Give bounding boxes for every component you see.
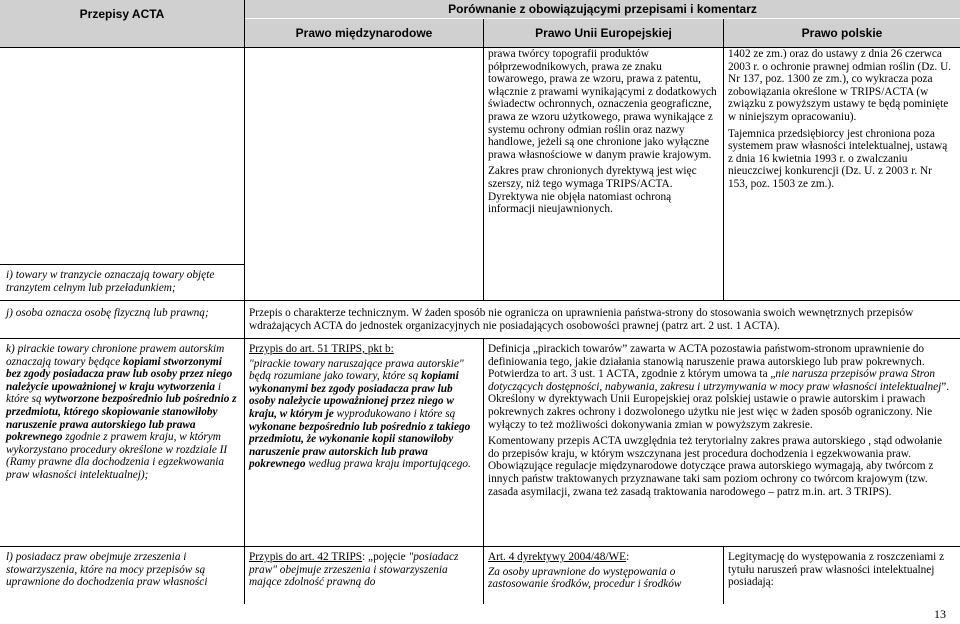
acta-k-text-a: k) pirackie towary chronione prawem autorskim oznaczają towary będące [6, 343, 225, 368]
polish-scope-paragraph-1: 1402 ze zm.) oraz do ustawy z dnia 26 czerwca 2003 r. o ochronie prawnej odmian roślin (Dz. U. Nr 137, poz. 1300 ze zm.), co wykracza poza zobowiązania określone w TRIPS/ACTA (w związku z powyższym ustawy te będą pominięte w niniejszym opracowaniu). [728, 48, 952, 123]
acta-k-text-d: wytworzone bezpośrednio lub pośrednio z przedmiotu, którego skopiowanie stanowiłoby naruszenie prawa autorskiego lub prawa pokrewnego [6, 393, 237, 444]
polish-k-text-c: ”. Określony w dyrektywach Unii Europejskiej oraz polskiej ustawie o prawie autorskim i prawach pokrewnych zakres ochrony i dozwolonego użytku nie jest więc w żaden sposób ograniczony. Nie wyłączy to też możliwości dokonywania zmian w powyższym zakresie. [488, 380, 950, 431]
page-number: 13 [934, 607, 946, 621]
rule-col-1 [244, 0, 245, 604]
trips-k-text-c: wyprodukowano i które są [333, 407, 456, 420]
international-l-cell [249, 551, 479, 589]
header-eu: Prawo Unii Europejskiej [484, 19, 723, 47]
acta-definition-j: j) osoba oznacza osobę fizyczną lub prawną; [6, 307, 209, 319]
header-comparison-group: Porównanie z obowiązującymi przepisami i komentarz [245, 0, 960, 18]
acta-definition-l: l) posiadacz praw obejmuje zrzeszenia i stowarzyszenia, które na mocy przepisów są uprawnione do dochodzenia praw własności [6, 551, 208, 589]
rule-col-3-top [723, 19, 724, 300]
polish-scope-paragraph-2: Tajemnica przedsiębiorcy jest chroniona poza systemem praw własności intelektualnej, ustawą z dnia 16 kwietnia 1993 r. o zwalczaniu nieuczciwej konkurencji (Dz. U. z 2003 r. Nr 153, poz. 1503 ze zm.). [728, 127, 948, 190]
header-international: Prawo międzynarodowe [245, 19, 483, 47]
acta-k-text-b: kopiami stworzonymi bez zgody posiadacza praw lub osoby przez niego należycie upoważnionej w kraju wytworzenia [6, 355, 233, 393]
header-acta-lower [0, 28, 244, 47]
directive-article-text: Za osoby uprawnione do występowania o zastosowanie środków, procedur i środków [488, 565, 682, 591]
trips-51-footnote-text [249, 358, 479, 471]
header-acta: Przepisy ACTA [0, 0, 244, 28]
rule-row-l [0, 546, 960, 547]
polish-scope-cell [728, 48, 954, 191]
rule-col-3-bottom [723, 546, 724, 604]
directive-article-ref: Art. 4 dyrektywy 2004/48/WE [488, 551, 627, 563]
polish-k-paragraph-2: Komentowany przepis ACTA uwzględnia też terytorialny zakres prawa autorskiego , stąd odwołanie do przepisów kraju, w którym wszczynana jest procedura dochodzenia i egzekwowania praw. Obowiązujące regulacje międzynarodowe dotyczące prawa autorskiego wymagają, aby twórcom z innych państw traktowanych przyznawane taki sam poziom ochrony co twórcom krajowym (tzw. zasada asymilacji, zwana też zasadą traktowania narodowego – patrz m.in. art. 3 TRIPS). [488, 435, 942, 498]
acta-k-text-e: zgodnie z prawem kraju, w którym wykorzystano procedury określone w rozdziale II (Ramy prawne dla dochodzenia i egzekwowania praw własności intelektualnej); [6, 431, 228, 481]
trips-42-footnote-ref: Przypis do art. 42 TRIPS [249, 551, 363, 563]
trips-51-footnote-ref: Przypis do art. 51 TRIPS, pkt b: [249, 343, 394, 355]
trips-k-text-b: kopiami wykonanymi bez zgody posiadacza praw lub osoby należycie upoważnionej przez niego w kraju, w którym je [249, 370, 459, 420]
rule-row-k [0, 338, 960, 339]
eu-l-cell [488, 551, 720, 591]
acta-k-text-c: i które są [6, 380, 221, 406]
trips-k-text-a: "pirackie towary naruszające prawa autorskie" będą rozumiane jako towary, które są [249, 357, 464, 383]
header-polish: Prawo polskie [724, 19, 960, 47]
trips-k-text-d: wykonane bezpośrednio lub pośrednio z takiego przedmiotu, że wykonanie kopii stanowiłoby naruszenie praw autorskich lub prawa pokrewnego [249, 420, 471, 471]
trips-k-text-e: według prawa kraju importującego. [305, 458, 471, 471]
trips-42-text-b: "posiadacz praw" obejmuje zrzeszenia i stowarzyszenia mające zdolność prawną do [249, 551, 459, 589]
polish-k-text-a: Definicja „pirackich towarów” zawarta w ACTA pozostawia państwom-stronom uprawnienie do definiowania tego, jakie działania stanowią naruszenie prawa autorskiego lub praw pokrewnych. Potwierdza to art. 3 ust. 1 ACTA, zgodnie z którym umowa ta „ [488, 343, 925, 381]
trips-42-text-a: : „pojęcie [362, 551, 409, 563]
acta-definition-k [6, 343, 238, 482]
rule-row-i [0, 264, 244, 265]
polish-k-paragraph-1 [488, 343, 954, 431]
eu-scope-paragraph-2: Zakres praw chronionych dyrektywą jest więc szerszy, niż tego wymaga TRIPS/ACTA. Dyrektywa nie objęła natomiast ochroną informacji nieujawnionych. [488, 165, 697, 216]
rule-col-2-bottom [483, 338, 484, 604]
directive-article-colon: : [626, 551, 630, 563]
polish-k-quote: nie narusza przepisów prawa Stron dotyczących dostępności, nabywania, zakresu i utrzymywania w mocy praw własności intelektualnej [488, 368, 942, 393]
eu-scope-cell [488, 48, 720, 216]
acta-definition-i: i) towary w tranzycie oznaczają towary objęte tranzytem celnym lub przeładunkiem; [6, 269, 215, 294]
polish-l-cell: Legitymację do występowania z roszczeniami z tytułu naruszeń praw własności intelektualnej posiadają: [728, 551, 945, 589]
polish-k-cell [488, 343, 954, 498]
eu-scope-paragraph-1: prawa twórcy topografii produktów półprzewodnikowych, prawa ze znaku towarowego, prawa ze wzoru, prawa z patentu, włącznie z prawami wynikającymi z dodatkowych świadectw ochronnych, oznaczenia geograficzne, prawa ze wzoru użytkowego, prawa wynikające z systemu ochrony odmian roślin oraz nazwy handlowe, jeżeli są one chronione jako wyłączne prawa własnościowe w danym prawie krajowym. [488, 48, 717, 161]
comment-definition-j: Przepis o charakterze technicznym. W żaden sposób nie ogranicza on uprawnienia państwa-strony do stosowania swoich wewnętrznych przepisów wdrażających ACTA do jednostek organizacyjnych nie posiadających osobowości prawnej (patrz art. 2 ust. 1 ACTA). [249, 307, 914, 332]
rule-col-2-top [483, 19, 484, 300]
rule-row-j [0, 300, 960, 301]
international-k-cell [249, 343, 479, 471]
